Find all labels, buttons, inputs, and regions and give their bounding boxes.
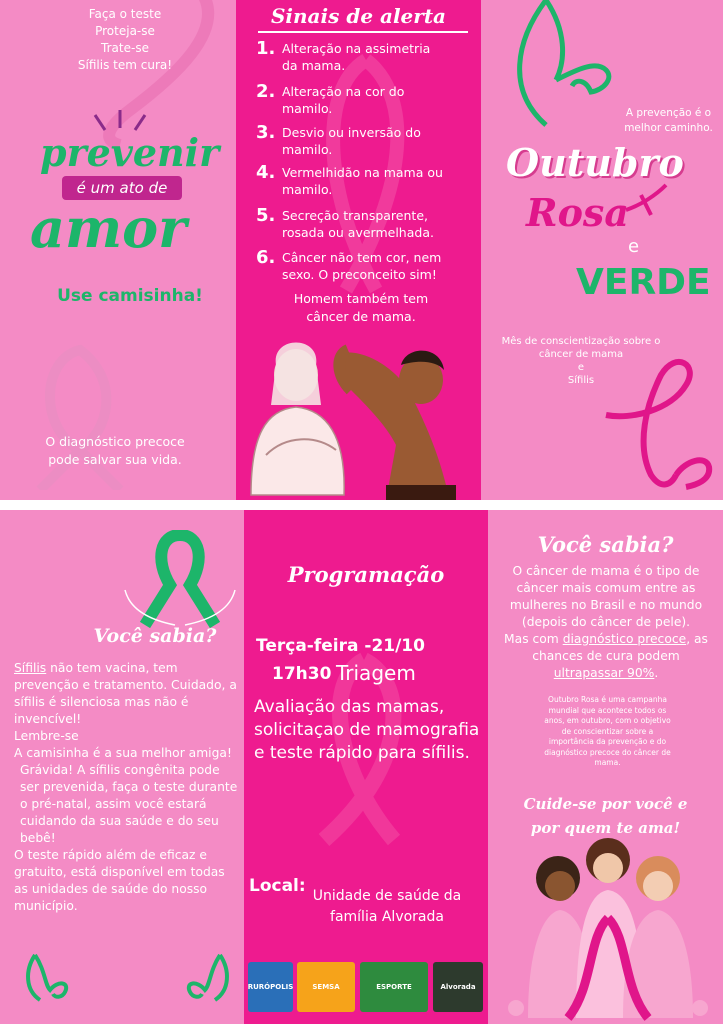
- triagem-text: Triagem: [336, 661, 416, 685]
- voce-sabia-title-left: Você sabia?: [93, 625, 217, 647]
- slogan-line: Trate-se: [101, 41, 149, 55]
- prevencao-line: melhor caminho.: [624, 122, 713, 134]
- esporte-logo: ESPORTE: [360, 962, 428, 1012]
- green-heart-ribbon-icon: [20, 950, 80, 1010]
- lembre-text: Lembre-se: [14, 729, 79, 743]
- panel-top-right: [481, 0, 723, 500]
- homem-line: câncer de mama.: [306, 309, 416, 324]
- item-text: Alteração na assimetria: [282, 41, 431, 56]
- amor-heading: amor: [30, 196, 187, 260]
- item-text: Vermelhidão na mama ou: [282, 165, 443, 180]
- verde-heading: VERDE: [576, 262, 711, 303]
- e-connector: e: [628, 236, 640, 257]
- cancer-stat-text: O câncer de mama é o tipo de câncer mais comum entre as mulheres no Brasil e no mundo (depois do câncer de pele).: [509, 564, 703, 629]
- local-label: Local:: [249, 876, 306, 896]
- slogan-line: Sífilis tem cura!: [77, 58, 173, 72]
- diagnostico-line: pode salvar sua vida.: [48, 452, 182, 467]
- outubro-heading: Outubro: [506, 140, 684, 185]
- programacao-title: Programação: [287, 562, 445, 587]
- item-text: Desvio ou inversão do: [282, 125, 421, 140]
- mes-line: Sífilis: [567, 375, 595, 386]
- item-text: sexo. O preconceito sim!: [282, 267, 437, 282]
- date-text: Terça-feira -21/10: [256, 636, 425, 656]
- homem-line: Homem também tem: [293, 291, 429, 306]
- camisinha-amiga-text: A camisinha é a sua melhor amiga!: [14, 746, 232, 760]
- mes-line: Mês de conscientização sobre o: [501, 336, 661, 347]
- ato-banner: é um ato de: [62, 176, 182, 200]
- local-text: [296, 886, 478, 928]
- sifilis-p1: [14, 660, 242, 728]
- mes-line: e: [577, 362, 585, 373]
- item-text: mamilo.: [282, 101, 333, 116]
- panel-bottom-left: [0, 510, 244, 1024]
- list-item: [258, 207, 468, 241]
- green-ribbon-icon: [120, 530, 240, 635]
- gravida-text: Grávida! A sífilis congênita pode ser prevenida, faça o teste durante o pré-natal, assim você estará cuidando da sua saúde e do seu bebê!: [20, 763, 238, 845]
- item-text: mamilo.: [282, 182, 333, 197]
- pink-ribbon-heart-icon: [591, 355, 721, 495]
- cura-text: [500, 631, 712, 682]
- local-line: família Alvorada: [330, 909, 444, 925]
- alvorada-logo: Alvorada: [433, 962, 483, 1012]
- list-item: [258, 249, 468, 283]
- green-heart-ribbon-icon: [180, 950, 240, 1010]
- panel-bottom-middle: [244, 510, 488, 1024]
- teste-rapido-text: O teste rápido além de eficaz e gratuito, está disponível em todas as unidades de saúde do nosso município.: [14, 848, 225, 913]
- cancer-paragraph: [500, 563, 712, 682]
- homem-text: [256, 290, 466, 326]
- item-number: 1.: [256, 38, 276, 59]
- item-text: Secreção transparente,: [282, 208, 428, 223]
- three-women-illustration: [498, 838, 718, 1024]
- cura-end: .: [654, 666, 659, 680]
- pink-ribbon-small-icon: [621, 180, 671, 220]
- voce-sabia-title-right: Você sabia?: [537, 532, 674, 557]
- slogan-line: Faça o teste: [88, 7, 162, 21]
- item-text: Alteração na cor do: [282, 84, 405, 99]
- item-number: 4.: [256, 162, 276, 183]
- sifilis-paragraphs: [14, 660, 242, 915]
- cura-mid: , as chances de cura podem: [532, 632, 708, 663]
- p1-rest: não tem vacina, tem prevenção e tratamento. Cuidado, a sífilis é silenciosa mas não é invencível!: [14, 661, 237, 726]
- list-item: [258, 83, 468, 117]
- self-exam-illustration: [236, 335, 481, 500]
- panel-bottom-right: [488, 510, 723, 1024]
- ultrapassar-link[interactable]: ultrapassar 90%: [553, 666, 655, 680]
- item-text: rosada ou avermelhada.: [282, 225, 434, 240]
- panel-top-middle: [236, 0, 481, 500]
- item-text: mamilo.: [282, 142, 333, 157]
- sinais-title: Sinais de alerta: [270, 4, 447, 28]
- sifilis-link[interactable]: Sífilis: [14, 661, 47, 675]
- item-text: Câncer não tem cor, nem: [282, 250, 442, 265]
- title-underline: [258, 31, 468, 33]
- avaliacao-text: Avaliação das mamas, solicitaçao de mamografia e teste rápido para sífilis.: [254, 697, 480, 763]
- panel-top-left: [0, 0, 236, 500]
- diagnostico-line: O diagnóstico precoce: [45, 434, 185, 449]
- semsa-logo: SEMSA: [297, 962, 355, 1012]
- cuide-se-text: [488, 792, 723, 840]
- diagnostico-link[interactable]: diagnóstico precoce: [562, 632, 687, 646]
- prevenir-heading: prevenir: [40, 130, 220, 175]
- ruropolis-logo: RURÓPOLIS: [248, 962, 293, 1012]
- camisinha-text: Use camisinha!: [57, 286, 203, 306]
- prevencao-line: A prevenção é o: [625, 107, 712, 119]
- time-text: 17h30: [272, 664, 332, 684]
- cura-pre: Mas com: [504, 632, 563, 646]
- prevencao-text: [616, 106, 721, 136]
- item-number: 5.: [256, 205, 276, 226]
- list-item: [258, 164, 468, 198]
- rosa-heading: Rosa: [526, 190, 629, 235]
- diagnostico-text: [20, 433, 210, 469]
- item-number: 6.: [256, 247, 276, 268]
- slogan-block: [50, 6, 200, 74]
- green-ribbon-heart-icon: [496, 0, 616, 135]
- outubro-info-small: Outubro Rosa é uma campanha mundial que acontece todos os anos, em outubro, com o objetivo de conscientizar sobre a importância da prevenção e do diagnóstico precoce do câncer de mama.: [544, 695, 671, 767]
- local-line: Unidade de saúde da: [312, 888, 462, 904]
- list-item: [258, 124, 468, 158]
- slogan-line: Proteja-se: [95, 24, 155, 38]
- mes-line: câncer de mama: [538, 349, 624, 360]
- item-number: 2.: [256, 81, 276, 102]
- list-item: [258, 40, 468, 74]
- cuide-line: por quem te ama!: [530, 819, 681, 837]
- item-text: da mama.: [282, 58, 346, 73]
- cuide-line: Cuide-se por você e: [523, 795, 688, 813]
- item-number: 3.: [256, 122, 276, 143]
